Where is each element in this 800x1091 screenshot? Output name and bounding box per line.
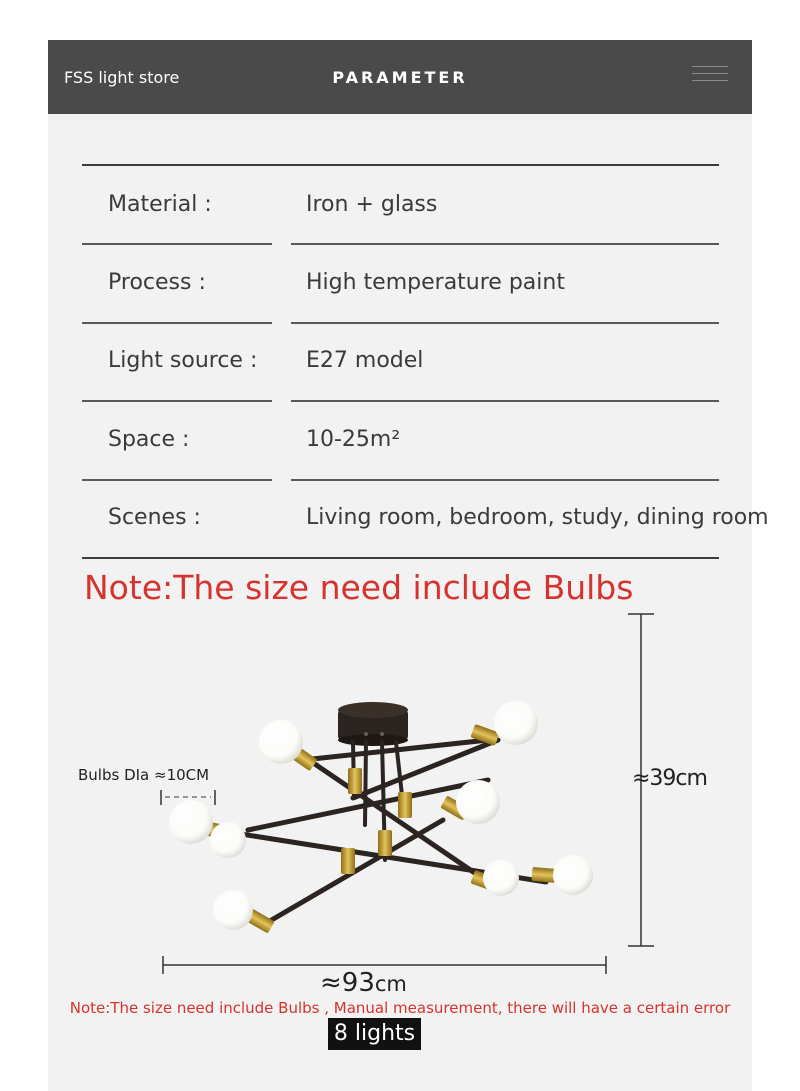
bulb [169, 800, 213, 844]
store-name[interactable]: FSS light store [64, 68, 180, 87]
row-divider-value [291, 243, 719, 245]
row-divider-value [291, 322, 719, 324]
row-divider-label [82, 479, 272, 481]
width-value: ≈93 [320, 968, 375, 998]
ceiling-canopy [338, 702, 408, 746]
param-value: High temperature paint [306, 270, 565, 295]
bulb [494, 701, 538, 745]
row-divider-label [82, 400, 272, 402]
table-bottom-rule [82, 557, 719, 559]
menu-icon[interactable] [692, 66, 728, 88]
header-bar [48, 40, 752, 114]
row-divider-label [82, 243, 272, 245]
param-value: E27 model [306, 348, 424, 373]
param-label: Space : [108, 427, 190, 452]
row-divider-value [291, 400, 719, 402]
param-label: Process : [108, 270, 206, 295]
param-label: Material : [108, 192, 212, 217]
param-label: Scenes : [108, 505, 201, 530]
bulb-diameter-label: Bulbs DIa ≈10CM [78, 766, 210, 784]
product-parameter-card [48, 40, 769, 1091]
param-value: Iron + glass [306, 192, 438, 217]
lights-count-badge: 8 lights [328, 1018, 421, 1050]
bulb [213, 890, 253, 930]
row-divider-value [291, 479, 719, 481]
bulb [456, 780, 500, 824]
width-dimension-label [320, 968, 407, 998]
row-divider-label [82, 322, 272, 324]
page-title: PARAMETER [332, 68, 468, 87]
bulb [553, 855, 593, 895]
size-note-heading: Note:The size need include Bulbs [84, 568, 634, 607]
param-value: Living room, bedroom, study, dining room [306, 505, 769, 530]
param-value: 10-25m² [306, 427, 401, 452]
measurement-footnote: Note:The size need include Bulbs , Manual measurement, there will have a certain error [69, 999, 731, 1017]
bulb [483, 860, 519, 896]
param-label: Light source : [108, 348, 258, 373]
bulb [259, 720, 303, 764]
table-top-rule [82, 164, 719, 166]
width-unit: cm [374, 972, 407, 996]
bulb [210, 822, 246, 858]
height-dimension-label: ≈39cm [632, 766, 707, 791]
